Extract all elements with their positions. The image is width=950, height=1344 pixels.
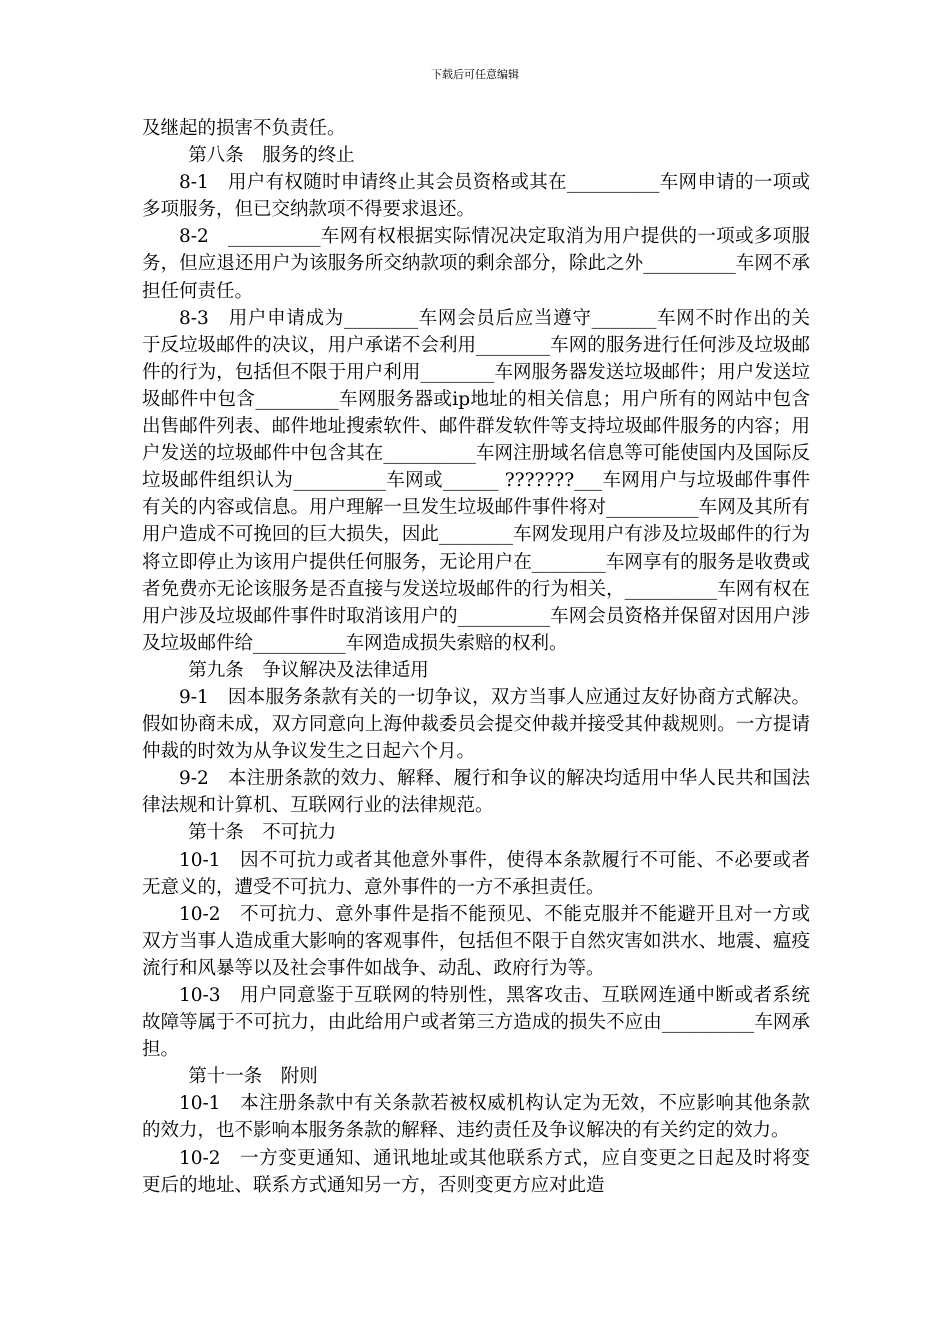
article-11-heading: 第十一条 附则	[188, 1066, 318, 1088]
clause-10-1: 10-1 因不可抗力或者其他意外事件，使得本条款履行不可能、不必要或者无意义的，遭受不可抗力、意外事件的一方不承担责任。	[142, 849, 810, 898]
page-header: 下载后可任意编辑	[431, 68, 519, 81]
article-10-heading: 第十条 不可抗力	[188, 822, 337, 844]
clause-11-1: 10-1 本注册条款中有关条款若被权威机构认定为无效，不应影响其他条款的效力，也不影响本服务条款的解释、违约责任及争议解决的有关约定的效力。	[142, 1093, 810, 1142]
paragraph-continuation: 及继起的损害不负责任。	[142, 118, 346, 139]
article-9-heading: 第九条 争议解决及法律适用	[188, 659, 429, 681]
article-8-heading: 第八条 服务的终止	[188, 145, 355, 167]
clause-9-1: 9-1 因本服务条款有关的一切争议，双方当事人应通过友好协商方式解决。假如协商未成，双方同意向上海仲裁委员会提交仲裁并接受其仲裁规则。一方提请仲裁的时效为从争议发生之日起六个月。	[142, 686, 810, 763]
document-body	[142, 115, 810, 1199]
clause-10-3: 10-3 用户同意鉴于互联网的特别性，黑客攻击、互联网连通中断或者系统故障等属于不可抗力，由此给用户或者第三方造成的损失不应由__________车网承担。	[142, 985, 810, 1061]
clause-8-3: 8-3 用户申请成为________车网会员后应当遵守_______车网不时作出的关于反垃圾邮件的决议，用户承诺不会利用________车网的服务进行任何涉及垃圾邮件的行为，包括但不限于用户利用________车网服务器发送垃圾邮件；用户发送垃圾邮件中包含_________车网服务器或ip地址的相关信息；用户所有的网站中包含出售邮件列表、邮件地址搜索软件、邮件群发软件等支持垃圾邮件服务的内容；用户发送的垃圾邮件中包含其在__________车网注册域名信息等可能使国内及国际反垃圾邮件组织认为__________车网或______ ???????___车网用户与垃圾邮件事件有关的内容或信息。用户理解一旦发生垃圾邮件事件将对__________车网及其所有用户造成不可挽回的巨大损失，因此________车网发现用户有涉及垃圾邮件的行为将立即停止为该用户提供任何服务，无论用户在________车网享有的服务是收费或者免费亦无论该服务是否直接与发送垃圾邮件的行为相关，__________车网有权在用户涉及垃圾邮件事件时取消该用户的__________车网会员资格并保留对因用户涉及垃圾邮件给__________车网造成损失索赔的权利。	[142, 307, 810, 654]
clause-10-2: 10-2 不可抗力、意外事件是指不能预见、不能克服并不能避开且对一方或双方当事人造成重大影响的客观事件，包括但不限于自然灾害如洪水、地震、瘟疫流行和风暴等以及社会事件如战争、动乱、政府行为等。	[142, 903, 810, 979]
clause-11-2: 10-2 一方变更通知、通讯地址或其他联系方式，应自变更之日起及时将变更后的地址、联系方式通知另一方，否则变更方应对此造	[142, 1147, 810, 1196]
clause-9-2: 9-2 本注册条款的效力、解释、履行和争议的解决均适用中华人民共和国法律法规和计算机、互联网行业的法律规范。	[142, 768, 810, 817]
clause-8-2: 8-2 __________车网有权根据实际情况决定取消为用户提供的一项或多项服务，但应退还用户为该服务所交纳款项的剩余部分，除此之外__________车网不承担任何责任。	[142, 226, 810, 302]
clause-8-1: 8-1 用户有权随时申请终止其会员资格或其在__________车网申请的一项或多项服务，但已交纳款项不得要求退还。	[142, 172, 810, 221]
